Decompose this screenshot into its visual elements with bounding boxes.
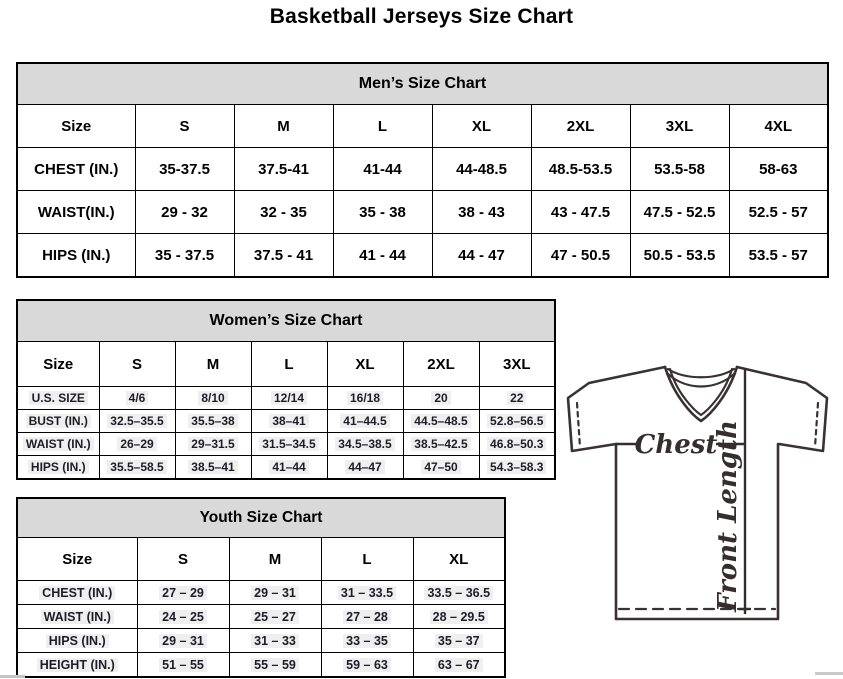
right-cuff-dashed-line — [815, 403, 818, 447]
value-cell: 59 – 63 — [321, 653, 413, 678]
row-label: BUST (IN.) — [17, 410, 99, 433]
table-title: Women’s Size Chart — [17, 300, 555, 342]
row-label: HIPS (IN.) — [17, 456, 99, 480]
table-row — [17, 148, 828, 191]
value-cell: 63 – 67 — [413, 653, 505, 678]
size-header-cell: XL — [327, 342, 403, 387]
value-cell: 43 - 47.5 — [531, 191, 630, 234]
value-cell: 54.3–58.3 — [479, 456, 555, 480]
value-cell: 8/10 — [175, 387, 251, 410]
mens-size-table — [16, 62, 829, 278]
row-label: CHEST (IN.) — [17, 148, 135, 191]
value-cell: 16/18 — [327, 387, 403, 410]
table-title: Youth Size Chart — [17, 498, 505, 538]
value-cell: 47.5 - 52.5 — [630, 191, 729, 234]
value-cell: 34.5–38.5 — [327, 433, 403, 456]
value-cell: 47–50 — [403, 456, 479, 480]
value-cell: 35 - 37.5 — [135, 234, 234, 278]
table-row — [17, 410, 555, 433]
value-cell: 32.5–35.5 — [99, 410, 175, 433]
value-cell: 44–47 — [327, 456, 403, 480]
size-header-cell: S — [135, 105, 234, 148]
size-column-header: Size — [17, 342, 99, 387]
table-row — [17, 581, 505, 605]
row-label: U.S. SIZE — [17, 387, 99, 410]
value-cell: 47 - 50.5 — [531, 234, 630, 278]
table-row — [17, 456, 555, 480]
value-cell: 29–31.5 — [175, 433, 251, 456]
value-cell: 35 - 38 — [333, 191, 432, 234]
size-header-cell: L — [321, 538, 413, 581]
row-label: HIPS (IN.) — [17, 629, 137, 653]
value-cell: 37.5-41 — [234, 148, 333, 191]
size-header-cell: L — [333, 105, 432, 148]
value-cell: 52.5 - 57 — [729, 191, 828, 234]
table-row — [17, 191, 828, 234]
value-cell: 28 – 29.5 — [413, 605, 505, 629]
value-cell: 44 - 47 — [432, 234, 531, 278]
value-cell: 32 - 35 — [234, 191, 333, 234]
value-cell: 26–29 — [99, 433, 175, 456]
value-cell: 48.5-53.5 — [531, 148, 630, 191]
size-column-header: Size — [17, 538, 137, 581]
value-cell: 27 – 29 — [137, 581, 229, 605]
page-title: Basketball Jerseys Size Chart — [269, 5, 574, 28]
size-header-cell: 3XL — [630, 105, 729, 148]
row-label: WAIST (IN.) — [17, 605, 137, 629]
value-cell: 41–44 — [251, 456, 327, 480]
value-cell: 41–44.5 — [327, 410, 403, 433]
value-cell: 44.5–48.5 — [403, 410, 479, 433]
value-cell: 31.5–34.5 — [251, 433, 327, 456]
row-label: HIPS (IN.) — [17, 234, 135, 278]
vneck-outline — [665, 367, 737, 421]
value-cell: 29 – 31 — [229, 581, 321, 605]
value-cell: 53.5 - 57 — [729, 234, 828, 278]
value-cell: 50.5 - 53.5 — [630, 234, 729, 278]
value-cell: 20 — [403, 387, 479, 410]
value-cell: 38.5–41 — [175, 456, 251, 480]
jersey-measurement-diagram — [556, 358, 840, 630]
value-cell: 53.5-58 — [630, 148, 729, 191]
vneck-inner-line — [670, 369, 732, 415]
value-cell: 51 – 55 — [137, 653, 229, 678]
value-cell: 35-37.5 — [135, 148, 234, 191]
value-cell: 35.5–38 — [175, 410, 251, 433]
value-cell: 38–41 — [251, 410, 327, 433]
value-cell: 31 – 33 — [229, 629, 321, 653]
size-header-cell: XL — [413, 538, 505, 581]
value-cell: 25 – 27 — [229, 605, 321, 629]
row-label: CHEST (IN.) — [17, 581, 137, 605]
value-cell: 33.5 – 36.5 — [413, 581, 505, 605]
size-header-cell: S — [99, 342, 175, 387]
value-cell: 12/14 — [251, 387, 327, 410]
size-column-header: Size — [17, 105, 135, 148]
value-cell: 24 – 25 — [137, 605, 229, 629]
table-row — [17, 605, 505, 629]
womens-size-table — [16, 299, 556, 480]
collar-back-arc — [668, 369, 734, 377]
row-label: WAIST (IN.) — [17, 433, 99, 456]
value-cell: 41 - 44 — [333, 234, 432, 278]
youth-size-table — [16, 497, 506, 678]
chest-label: Chest — [634, 430, 718, 460]
size-header-cell: 3XL — [479, 342, 555, 387]
table-row — [17, 629, 505, 653]
value-cell: 41-44 — [333, 148, 432, 191]
size-header-cell: XL — [432, 105, 531, 148]
value-cell: 55 – 59 — [229, 653, 321, 678]
value-cell: 37.5 - 41 — [234, 234, 333, 278]
value-cell: 38.5–42.5 — [403, 433, 479, 456]
size-header-cell: M — [229, 538, 321, 581]
value-cell: 46.8–50.3 — [479, 433, 555, 456]
table-row — [17, 653, 505, 678]
size-header-cell: M — [175, 342, 251, 387]
value-cell: 35.5–58.5 — [99, 456, 175, 480]
row-label: WAIST(IN.) — [17, 191, 135, 234]
front-length-label: Front Length — [713, 420, 743, 612]
value-cell: 58-63 — [729, 148, 828, 191]
table-row — [17, 234, 828, 278]
value-cell: 27 – 28 — [321, 605, 413, 629]
value-cell: 29 – 31 — [137, 629, 229, 653]
size-header-cell: 4XL — [729, 105, 828, 148]
scrollbar-fragment-right — [815, 672, 843, 675]
size-header-cell: L — [251, 342, 327, 387]
row-label: HEIGHT (IN.) — [17, 653, 137, 678]
value-cell: 31 – 33.5 — [321, 581, 413, 605]
value-cell: 22 — [479, 387, 555, 410]
body-outline — [616, 444, 778, 619]
size-header-cell: M — [234, 105, 333, 148]
scrollbar-fragment-left — [0, 675, 25, 678]
size-header-cell: S — [137, 538, 229, 581]
left-cuff-dashed-line — [577, 403, 580, 447]
size-header-cell: 2XL — [403, 342, 479, 387]
size-header-cell: 2XL — [531, 105, 630, 148]
value-cell: 29 - 32 — [135, 191, 234, 234]
table-row — [17, 433, 555, 456]
value-cell: 38 - 43 — [432, 191, 531, 234]
value-cell: 44-48.5 — [432, 148, 531, 191]
value-cell: 52.8–56.5 — [479, 410, 555, 433]
value-cell: 33 – 35 — [321, 629, 413, 653]
table-row — [17, 387, 555, 410]
value-cell: 35 – 37 — [413, 629, 505, 653]
table-title: Men’s Size Chart — [17, 63, 828, 105]
right-sleeve-outline — [737, 367, 827, 451]
value-cell: 4/6 — [99, 387, 175, 410]
